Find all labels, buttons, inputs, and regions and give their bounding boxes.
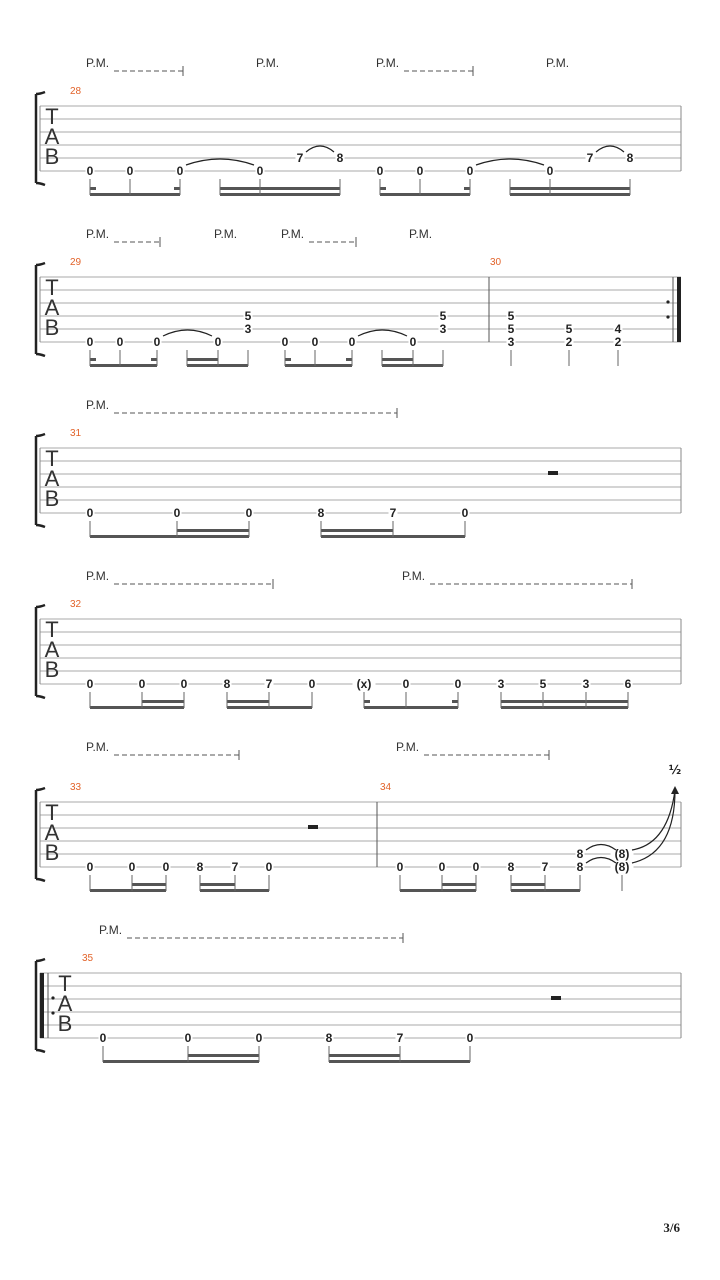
fret-number: 0 — [348, 335, 356, 349]
fret-number: 0 — [162, 860, 170, 874]
tab-system-35 — [36, 923, 681, 1063]
tab-clef-b: B — [44, 840, 60, 865]
fret-number: 0 — [461, 506, 469, 520]
beam — [103, 1060, 259, 1063]
tie — [476, 159, 544, 165]
beam-secondary — [464, 187, 470, 190]
palm-mute-label: P.M. — [86, 740, 110, 754]
fret-number: 0 — [173, 506, 181, 520]
beam — [285, 364, 352, 367]
tab-clef-t: T — [45, 275, 59, 300]
tab-clef-a: A — [57, 991, 73, 1016]
fret-number: 8 — [626, 151, 634, 165]
fret-number: 0 — [116, 335, 124, 349]
fret-number: 5 — [507, 309, 515, 323]
tab-clef-b: B — [44, 315, 60, 340]
beam-secondary — [364, 700, 370, 703]
beam-secondary — [452, 700, 458, 703]
beam — [364, 706, 458, 709]
fret-number: 0 — [402, 677, 410, 691]
fret-number: 0 — [128, 860, 136, 874]
fret-number: 0 — [311, 335, 319, 349]
tie — [358, 330, 407, 336]
beam-secondary — [174, 187, 180, 190]
bar-number: 33 — [70, 782, 82, 793]
fret-number: 0 — [214, 335, 222, 349]
fret-number: (8) — [614, 860, 630, 874]
fret-number: 7 — [396, 1031, 404, 1045]
repeat-dot — [51, 996, 54, 999]
tie — [186, 159, 254, 165]
palm-mute-label: P.M. — [546, 56, 570, 70]
fret-number: 0 — [180, 677, 188, 691]
palm-mute-label: P.M. — [86, 227, 110, 241]
bar-number: 34 — [380, 782, 392, 793]
palm-mute-label: P.M. — [256, 56, 280, 70]
tab-system-32 — [36, 569, 681, 709]
palm-mute-label: P.M. — [376, 56, 400, 70]
fret-number: 0 — [86, 164, 94, 178]
fret-number: 0 — [184, 1031, 192, 1045]
bar-number: 31 — [70, 428, 82, 439]
beam — [90, 889, 166, 892]
palm-mute-label: P.M. — [396, 740, 420, 754]
fret-number: 0 — [86, 335, 94, 349]
fret-number: 6 — [624, 677, 632, 691]
fret-number: 8 — [507, 860, 515, 874]
fret-number: 7 — [541, 860, 549, 874]
fret-number: 0 — [546, 164, 554, 178]
beam — [220, 193, 340, 196]
fret-number: 7 — [265, 677, 273, 691]
tab-clef-t: T — [45, 446, 59, 471]
beam-secondary — [90, 358, 96, 361]
fret-number: 7 — [586, 151, 594, 165]
fret-number: 4 — [614, 322, 622, 336]
tab-system-29 — [36, 227, 681, 367]
fret-number: 0 — [126, 164, 134, 178]
tab-clef-a: A — [44, 295, 60, 320]
fret-number: 0 — [256, 164, 264, 178]
beam-secondary — [142, 700, 184, 703]
tab-clef-b: B — [44, 144, 60, 169]
fret-number: 0 — [472, 860, 480, 874]
rest — [551, 996, 561, 1000]
palm-mute-label: P.M. — [86, 56, 110, 70]
beam-secondary — [501, 700, 628, 703]
fret-number: 0 — [255, 1031, 263, 1045]
repeat-end-thick-line — [677, 277, 681, 342]
fret-number: 0 — [454, 677, 462, 691]
fret-number: 0 — [99, 1031, 107, 1045]
beam — [380, 193, 470, 196]
bend-curve — [632, 790, 675, 863]
fret-number: 0 — [138, 677, 146, 691]
bend-arrow-icon — [671, 786, 679, 794]
fret-number: 3 — [497, 677, 505, 691]
tie — [306, 146, 334, 152]
beam-secondary — [227, 700, 269, 703]
palm-mute-label: P.M. — [86, 398, 110, 412]
beam — [510, 193, 630, 196]
beam-secondary — [200, 883, 235, 886]
fret-number: 0 — [86, 677, 94, 691]
rest — [308, 825, 318, 829]
palm-mute-label: P.M. — [214, 227, 238, 241]
tab-system-28 — [36, 56, 681, 196]
beam-secondary — [382, 358, 413, 361]
fret-number: 8 — [317, 506, 325, 520]
repeat-dot — [666, 300, 669, 303]
fret-number: 7 — [389, 506, 397, 520]
tab-clef-t: T — [45, 800, 59, 825]
fret-number: 2 — [614, 335, 622, 349]
fret-number: (x) — [356, 677, 372, 691]
beam-secondary — [442, 883, 476, 886]
fret-number: 0 — [245, 506, 253, 520]
beam — [90, 535, 249, 538]
tab-system-33 — [36, 740, 681, 892]
beam-secondary — [151, 358, 157, 361]
beam — [90, 364, 157, 367]
beam-secondary — [90, 187, 96, 190]
tab-clef-t: T — [45, 104, 59, 129]
beam-secondary — [187, 358, 218, 361]
fret-number: 8 — [336, 151, 344, 165]
beam-secondary — [177, 529, 249, 532]
fret-number: 7 — [231, 860, 239, 874]
bar-number: 29 — [70, 257, 82, 268]
fret-number: 0 — [396, 860, 404, 874]
fret-number: 5 — [244, 309, 252, 323]
fret-number: 0 — [86, 860, 94, 874]
palm-mute-label: P.M. — [409, 227, 433, 241]
tab-clef-t: T — [45, 617, 59, 642]
tab-clef-b: B — [44, 486, 60, 511]
fret-number: 5 — [507, 322, 515, 336]
fret-number: 0 — [153, 335, 161, 349]
fret-number: 5 — [539, 677, 547, 691]
fret-number: 0 — [416, 164, 424, 178]
tab-clef-b: B — [57, 1011, 73, 1036]
fret-number: 8 — [325, 1031, 333, 1045]
beam — [90, 706, 184, 709]
bar-number: 35 — [82, 953, 94, 964]
tie — [163, 330, 212, 336]
beam — [501, 706, 628, 709]
fret-number: 7 — [296, 151, 304, 165]
page-number: 3/6 — [663, 1220, 680, 1235]
fret-number: 0 — [265, 860, 273, 874]
fret-number: 8 — [576, 860, 584, 874]
bar-number: 28 — [70, 86, 82, 97]
palm-mute-label: P.M. — [402, 569, 426, 583]
tab-clef-a: A — [44, 466, 60, 491]
bend-amount: ½ — [668, 763, 682, 777]
fret-number: 8 — [576, 847, 584, 861]
beam-secondary — [329, 1054, 400, 1057]
beam-secondary — [321, 529, 393, 532]
beam-secondary — [511, 883, 545, 886]
tab-system-31 — [36, 398, 681, 538]
tab-clef-t: T — [58, 971, 72, 996]
fret-number: 5 — [565, 322, 573, 336]
fret-number: 3 — [439, 322, 447, 336]
beam-secondary — [510, 187, 630, 190]
tab-clef-b: B — [44, 657, 60, 682]
tab-clef-a: A — [44, 124, 60, 149]
fret-number: 0 — [86, 506, 94, 520]
fret-number: 0 — [176, 164, 184, 178]
beam-secondary — [220, 187, 340, 190]
fret-number: 0 — [376, 164, 384, 178]
fret-number: 0 — [409, 335, 417, 349]
tab-clef-a: A — [44, 637, 60, 662]
fret-number: 0 — [466, 164, 474, 178]
fret-number: 3 — [582, 677, 590, 691]
fret-number: 3 — [507, 335, 515, 349]
beam-secondary — [188, 1054, 259, 1057]
fret-number: 0 — [308, 677, 316, 691]
fret-number: 0 — [438, 860, 446, 874]
repeat-start-thick-line — [40, 973, 44, 1038]
beam — [90, 193, 180, 196]
beam-secondary — [346, 358, 352, 361]
fret-number: 0 — [281, 335, 289, 349]
palm-mute-label: P.M. — [99, 923, 123, 937]
bar-number: 30 — [490, 257, 502, 268]
beam-secondary — [380, 187, 386, 190]
palm-mute-label: P.M. — [281, 227, 305, 241]
fret-number: 3 — [244, 322, 252, 336]
fret-number: 8 — [196, 860, 204, 874]
beam-secondary — [132, 883, 166, 886]
fret-number: 5 — [439, 309, 447, 323]
repeat-dot — [51, 1011, 54, 1014]
palm-mute-label: P.M. — [86, 569, 110, 583]
beam — [400, 889, 476, 892]
fret-number: 0 — [466, 1031, 474, 1045]
beam-secondary — [285, 358, 291, 361]
fret-number: (8) — [614, 847, 630, 861]
fret-number: 8 — [223, 677, 231, 691]
tie — [596, 146, 624, 152]
rest — [548, 471, 558, 475]
tab-clef-a: A — [44, 820, 60, 845]
bar-number: 32 — [70, 599, 82, 610]
fret-number: 2 — [565, 335, 573, 349]
repeat-dot — [666, 315, 669, 318]
